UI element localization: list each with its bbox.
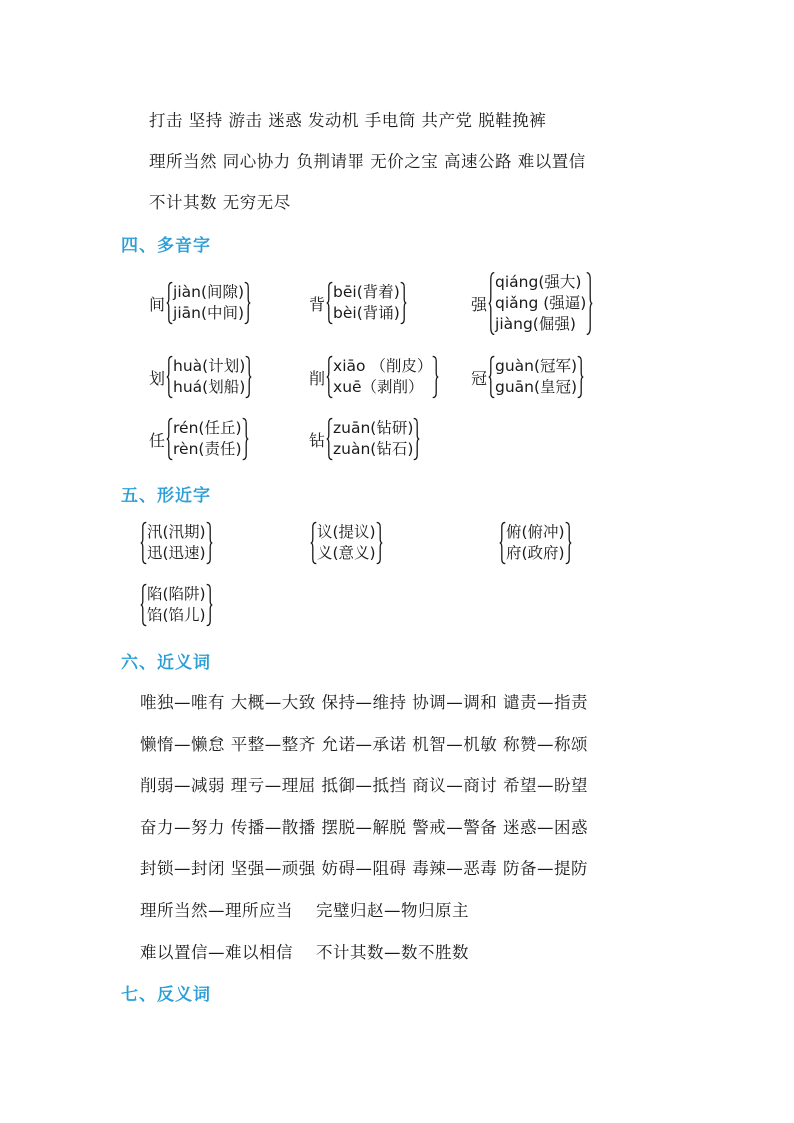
- group-head: 钻: [309, 430, 326, 450]
- word-line-3: 不计其数 无穷无尽: [149, 193, 291, 212]
- synonym-line: 封锁—封闭 坚强—顽强 妨碍—阻碍 毒辣—恶毒 防备—提防: [140, 859, 588, 878]
- char-item: 议(提议): [317, 523, 376, 541]
- word-line-1: 打击 坚持 游击 迷惑 发动机 手电筒 共产党 脱鞋挽裤: [149, 111, 547, 130]
- char-item: 义(意义): [317, 544, 376, 562]
- group-head: 背: [309, 294, 326, 314]
- reading-item: jiān(中间): [173, 304, 245, 322]
- word-line-2: 理所当然 同心协力 负荆请罪 无价之宝 高速公路 难以置信: [149, 152, 586, 171]
- char-item: 汛(汛期): [147, 523, 206, 541]
- group-head: 强: [471, 295, 488, 314]
- reading-item: zuàn(钻石): [333, 440, 414, 458]
- synonym-line: 削弱—减弱 理亏—理屈 抵御—抵挡 商议—商讨 希望—盼望: [140, 776, 588, 795]
- heading-similar-chars: 五、形近字: [121, 486, 211, 506]
- reading-item: bēi(背着): [333, 283, 400, 301]
- group-head: 冠: [471, 368, 488, 388]
- reading-item: qiǎng (强逼): [495, 294, 587, 312]
- reading-item: guān(皇冠): [495, 378, 578, 396]
- synonym-line: 难以置信—难以相信 不计其数—数不胜数: [140, 943, 469, 962]
- group-head: 任: [149, 430, 166, 450]
- polyphone-group: [149, 418, 249, 460]
- char-item: 俯(俯冲): [506, 523, 565, 541]
- reading-item: xiāo （削皮）: [333, 357, 433, 375]
- char-item: 馅(馅儿): [147, 606, 206, 624]
- group-head: 间: [149, 294, 166, 314]
- heading-polyphonic: 四、多音字: [121, 236, 211, 256]
- polyphone-group: [309, 356, 439, 398]
- heading-synonyms: 六、近义词: [121, 653, 211, 673]
- reading-item: rén(任丘): [173, 419, 242, 437]
- reading-item: zuān(钻研): [333, 419, 414, 437]
- reading-item: rèn(责任): [173, 440, 242, 458]
- polyphone-group: [309, 418, 420, 460]
- reading-item: jiàn(间隙): [173, 283, 245, 301]
- similar-char-group: [140, 584, 213, 626]
- group-head: 划: [149, 368, 166, 388]
- reading-item: jiàng(倔强): [495, 315, 576, 333]
- similar-char-group: [499, 522, 572, 564]
- reading-item: bèi(背诵): [333, 304, 400, 322]
- reading-item: xuē（剥削）: [333, 378, 424, 396]
- similar-char-group: [140, 522, 213, 564]
- reading-item: huá(划船): [173, 378, 246, 396]
- synonym-line: 懒惰—懒怠 平整—整齐 允诺—承诺 机智—机敏 称赞—称颂: [140, 735, 588, 754]
- synonym-line: 理所当然—理所应当 完璧归赵—物归原主: [140, 901, 469, 920]
- reading-item: guàn(冠军): [495, 357, 578, 375]
- polyphone-group: [149, 282, 251, 324]
- reading-item: huà(计划): [173, 357, 246, 375]
- char-item: 陷(陷阱): [147, 585, 206, 603]
- char-item: 府(政府): [506, 544, 565, 562]
- similar-char-group: [310, 522, 383, 564]
- heading-antonyms: 七、反义词: [121, 985, 211, 1005]
- polyphone-group: [471, 356, 584, 398]
- polyphone-group: [471, 272, 593, 335]
- polyphone-group: [309, 282, 407, 324]
- reading-item: qiáng(强大): [495, 273, 582, 291]
- group-head: 削: [309, 368, 326, 388]
- char-item: 迅(迅速): [147, 544, 206, 562]
- synonym-line: 奋力—努力 传播—散播 摆脱—解脱 警戒—警备 迷惑—困惑: [140, 818, 588, 837]
- synonym-line: 唯独—唯有 大概—大致 保持—维持 协调—调和 谴责—指责: [140, 693, 588, 712]
- polyphone-group: [149, 356, 252, 398]
